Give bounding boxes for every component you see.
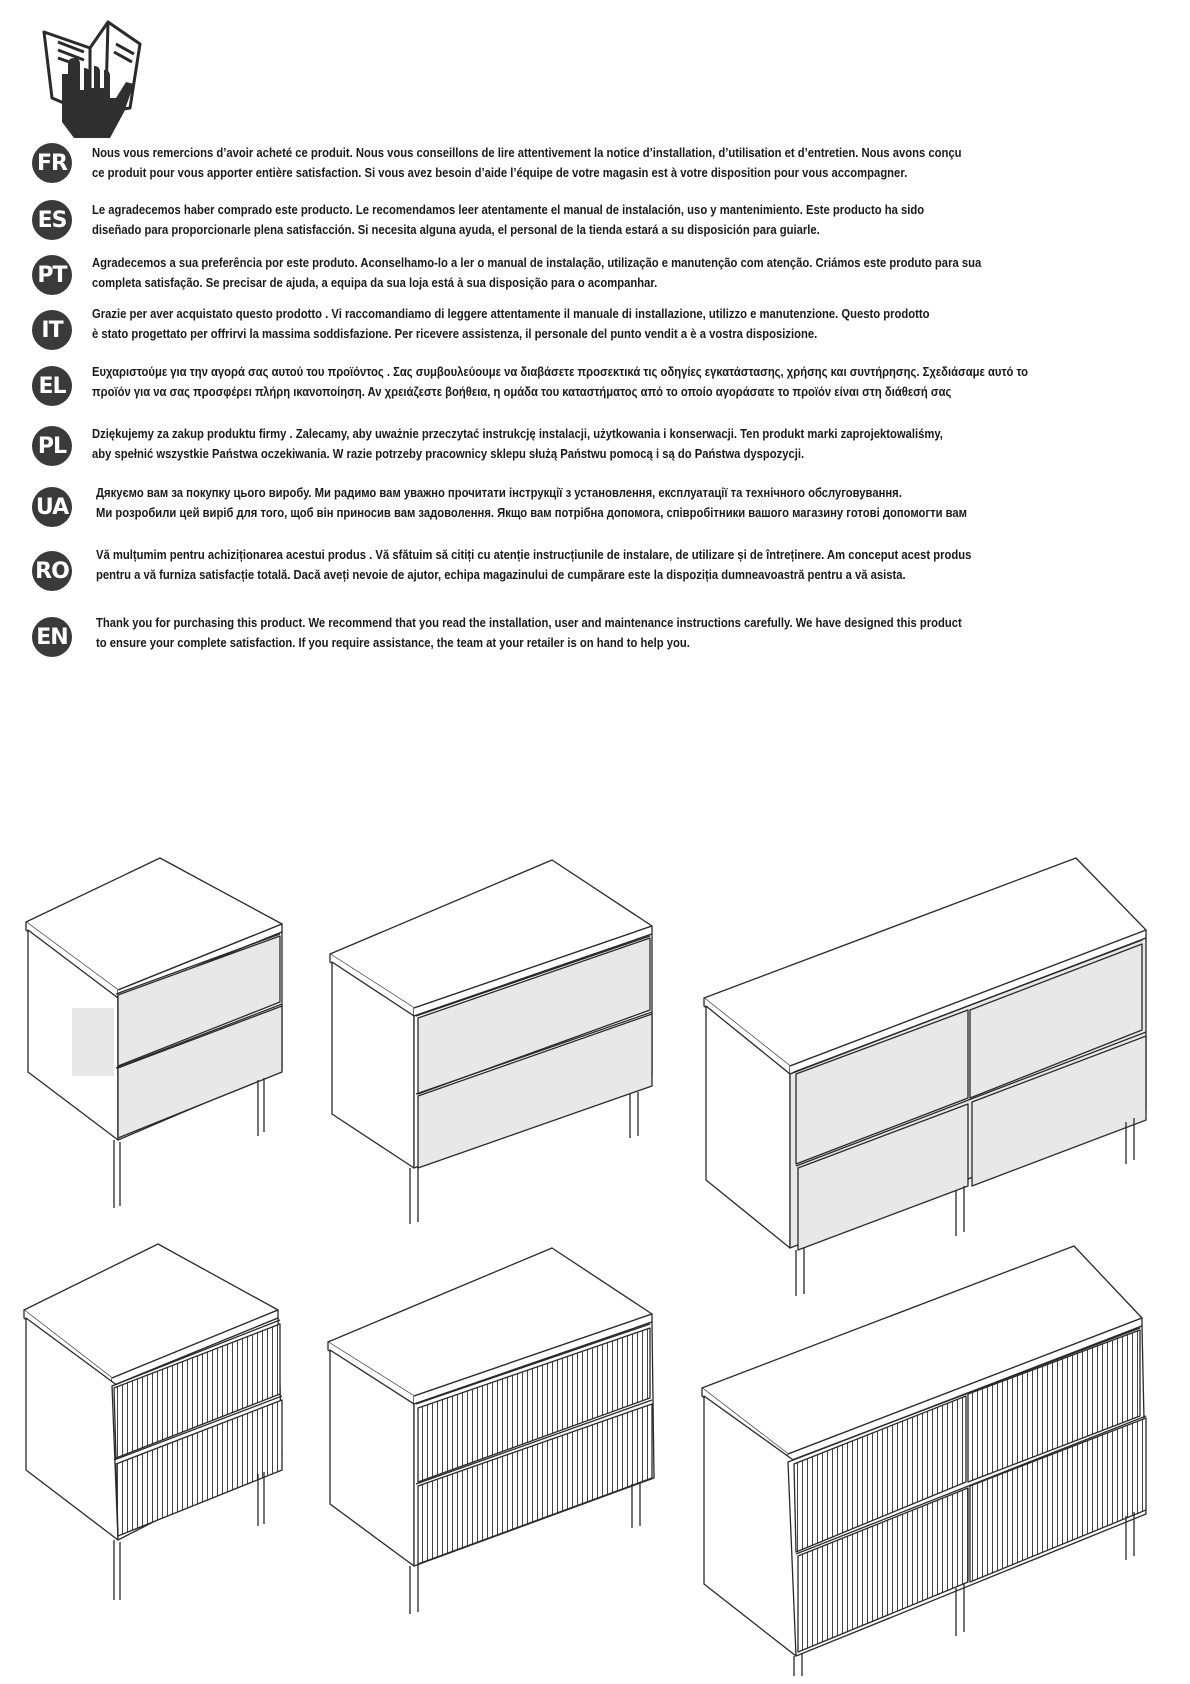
lang-badge-ro: RO <box>32 551 72 591</box>
lang-badge-pl: PL <box>32 426 72 466</box>
lang-row-el <box>32 366 1172 418</box>
cabinet-small-flat <box>26 858 282 1208</box>
lang-row-pl <box>32 426 1172 478</box>
lang-badge-es: ES <box>32 200 72 240</box>
lang-row-es <box>32 200 1172 252</box>
cabinet-small-fluted <box>24 1244 282 1600</box>
lang-text-fr: Nous vous remercions d’avoir acheté ce produit. Nous vous conseillons de lire attentivement la notice d’installation, d’utilisation et d’entretien. Nous avons conçu ce produit pour vous apporter entière satisfaction. Si vous avez besoin d’aide l’équipe de votre magasin est à votre disposition pour vous accompagner. <box>92 146 962 180</box>
lang-text-pl: Dziękujemy za zakup produktu firmy . Zalecamy, aby uważnie przeczytać instrukcję instalacji, użytkowania i konserwacji. Ten produkt marki zaprojektowaliśmy, aby spełnić wszystkie Państwa oczekiwania. W razie potrzeby pracownicy sklepu służą Państwu pomocą i są do Państwa dyspozycji. <box>92 427 943 461</box>
lang-badge-fr: FR <box>32 143 72 183</box>
lang-text-es: Le agradecemos haber comprado este producto. Le recomendamos leer atentamente el manual de instalación, uso y mantenimiento. Este producto ha sido diseñado para proporcionarle plena satisfacción. Si necesita alguna ayuda, el personal de la tienda estará a su disposición para guiarle. <box>92 203 925 237</box>
lang-badge-el: EL <box>32 366 72 406</box>
lang-row-ua <box>32 487 1172 539</box>
product-illustrations <box>0 850 1190 1684</box>
lang-text-pt: Agradecemos a sua preferência por este produto. Aconselhamo-lo a ler o manual de instalação, utilização e manutenção com atenção. Criámos este produto para sua completa satisfação. Se precisar de ajuda, a equipa da sua loja está à sua disposição para o acompanhar. <box>92 256 982 290</box>
lang-row-pt <box>32 255 1172 307</box>
lang-text-it: Grazie per aver acquistato questo prodotto . Vi raccomandiamo di leggere attentamente il manuale di installazione, utilizzo e manutenzione. Questo prodotto è stato progettato per offrirvi la massima soddisfazione. Per ricevere assistenza, il personale del punto vendit a è a vostra disposizione. <box>92 307 930 341</box>
cabinet-medium-fluted <box>328 1248 654 1614</box>
cabinet-large-fluted <box>702 1246 1146 1676</box>
manual-book-hand-icon <box>38 18 158 140</box>
lang-text-el: Ευχαριστούμε για την αγορά σας αυτού του προϊόντος . Σας συμβουλεύουμε να διαβάσετε προσεκτικά τις οδηγίες εγκατάστασης, χρήσης και συντήρησης. Σχεδιάσαμε αυτό το προϊόν για να σας προσφέρει πλήρη ικανοποίηση. Αν χρειάζεστε βοήθεια, η ομάδα του καταστήματος από το οποίο αγοράσατε το προϊόν είναι στη διάθεσή σας <box>92 365 1029 399</box>
lang-badge-ua: UA <box>32 487 72 527</box>
lang-row-it <box>32 307 1172 362</box>
lang-row-en <box>32 617 1172 669</box>
cabinet-medium-flat <box>330 860 652 1224</box>
lang-row-fr <box>32 143 1172 195</box>
lang-text-ua: Дякуємо вам за покупку цього виробу. Ми радимо вам уважно прочитати інструкції з установлення, експлуатації та технічного обслуговування. Ми розробили цей виріб для того, щоб він приносив вам задоволення. Якщо вам потрібна допомога, співробітники вашого магазину готові допомогти вам <box>96 486 967 520</box>
lang-text-en: Thank you for purchasing this product. We recommend that you read the installation, user and maintenance instructions carefully. We have designed this product to ensure your complete satisfaction. If you require assistance, the team at your retailer is on hand to help you. <box>96 616 962 650</box>
lang-row-ro <box>32 548 1172 603</box>
lang-badge-en: EN <box>32 617 72 657</box>
cabinet-large-flat <box>704 858 1146 1296</box>
lang-badge-pt: PT <box>32 255 72 295</box>
lang-badge-it: IT <box>32 310 72 350</box>
lang-text-ro: Vă mulțumim pentru achiziționarea acestui produs . Vă sfătuim să citiți cu atenție instrucțiunile de instalare, de utilizare și de întreținere. Am conceput acest produs pentru a vă furniza satisfacție totală. Dacă aveți nevoie de ajutor, echipa magazinului de cumpărare este la dispoziția dumneavoastră pentru a vă asista. <box>96 548 972 582</box>
